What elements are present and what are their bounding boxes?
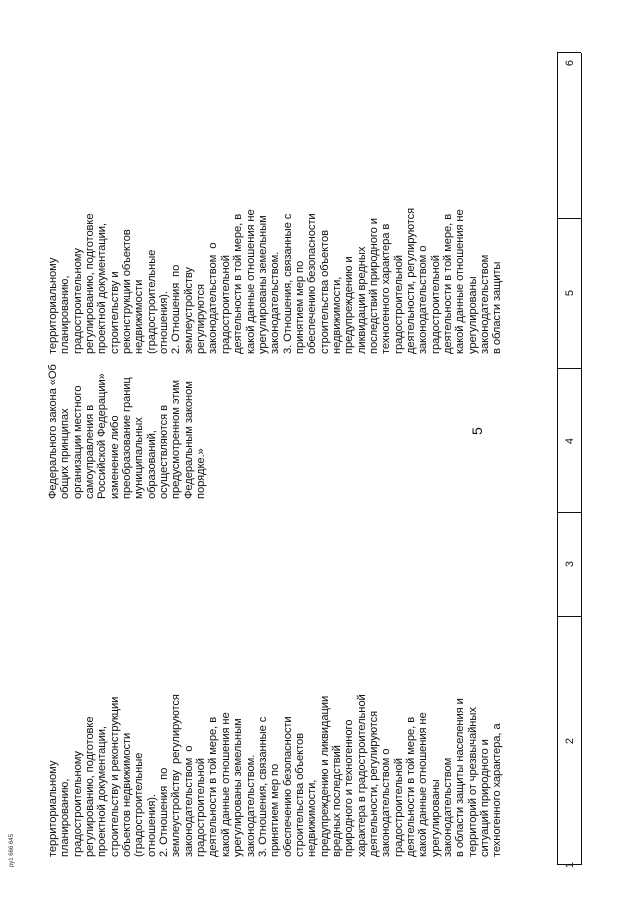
text-line: реконструкции объектов (121, 229, 134, 354)
text-line: техногенного характера в (380, 223, 393, 354)
text-line: предупреждению и ликвидации (318, 695, 331, 857)
text-line: объектов недвижимости (121, 732, 134, 857)
text-line: урегулированы (466, 276, 479, 354)
text-line: какой данные отношения не (244, 209, 257, 354)
text-line: 3. Отношения, связанные с (256, 716, 269, 857)
text-line: законодательством. (269, 251, 282, 354)
text-line: урегулированы (429, 779, 442, 857)
text-line: в области защиты населения и (454, 698, 467, 857)
text-line: 3. Отношения, связанные с (281, 213, 294, 354)
text-line: градостроительной (195, 758, 208, 857)
text-line: муниципальных (133, 417, 146, 499)
text-line: законодательством о (380, 748, 393, 857)
text-line: отношения). (158, 291, 171, 354)
text-line: самоуправления в (84, 404, 97, 499)
col-divider-4 (557, 368, 581, 369)
text-line: какой данные отношения не (454, 209, 467, 354)
page-number: 5 (469, 427, 485, 435)
text-line: проектной документации, (96, 223, 109, 354)
text-line: природного и техногенного (343, 719, 356, 857)
column-number-5: 5 (564, 289, 576, 297)
text-line: какой данные отношения не (219, 712, 232, 857)
text-line: строительства объектов (318, 230, 331, 354)
text-line: ситуаций природного и (479, 739, 492, 857)
text-line: законодательством. (244, 754, 257, 857)
text-line: законодательством о (417, 245, 430, 354)
text-line: Федеральным законом (182, 381, 195, 499)
text-line: регулируются (195, 284, 208, 354)
text-line: предупреждению и (343, 256, 356, 354)
column-number-2: 2 (564, 737, 576, 745)
text-line: недвижимости, (306, 779, 319, 857)
text-line: градостроительной (219, 255, 232, 354)
text-line: регулированию, подготовке (84, 213, 97, 354)
text-line: землеустройству (182, 267, 195, 354)
text-line: деятельности, регулируются (404, 207, 417, 354)
col-divider-5 (557, 218, 581, 219)
text-line: деятельности в той мере, в (404, 716, 417, 857)
text-line: 2. Отношения по (158, 767, 171, 857)
text-line: законодательством (479, 254, 492, 354)
text-line: порядке.» (195, 448, 208, 499)
text-line: планированию, (59, 275, 72, 354)
text-line: деятельности в той мере, в (207, 716, 220, 857)
col-divider-2 (557, 616, 581, 617)
text-line: градостроительному (71, 248, 84, 354)
text-line: градостроительной (392, 758, 405, 857)
header-bottom-rule (581, 53, 582, 865)
text-line: землеустройству регулируются (170, 694, 183, 857)
text-line: обеспечению безопасности (281, 716, 294, 857)
column-2-text (47, 694, 504, 857)
text-line: техногенного характера, а (491, 723, 504, 857)
text-line: планированию, (59, 778, 72, 857)
text-line: образований, (145, 430, 158, 499)
text-line: последствий природного и (367, 218, 380, 354)
text-line: принятием мер по (293, 260, 306, 354)
text-line: Федерального закона «Об (47, 364, 59, 499)
text-line: характера в градостроительной (355, 694, 368, 857)
rotated-page (9, 35, 596, 875)
column-4-text (47, 364, 207, 499)
text-line: строительству и реконструкции (108, 696, 121, 857)
text-line: деятельности, регулируются (367, 710, 380, 857)
text-line: законодательством о (182, 745, 195, 857)
text-line: ликвидации вредных (355, 246, 368, 354)
text-line: деятельности в той мере, в (232, 213, 245, 354)
text-line: общих принципах (59, 408, 72, 499)
print-mark: ру1 666 645 (9, 834, 15, 867)
text-line: принятием мер по (269, 763, 282, 857)
text-line: строительству и (108, 271, 121, 354)
text-line: территорий от чрезвычайных (466, 707, 479, 857)
text-line: законодательством (442, 757, 454, 857)
text-line: Российской Федерации» (96, 373, 109, 499)
column-number-3: 3 (564, 560, 576, 568)
col-divider-3 (557, 512, 581, 513)
text-line: какой данные отношения не (417, 712, 430, 857)
text-line: недвижимости, (330, 276, 343, 354)
text-line: 2. Отношения по (170, 264, 183, 354)
text-line: регулированию, подготовке (84, 716, 97, 857)
text-line: организации местного (71, 385, 84, 499)
text-line: (градостроительные (133, 752, 146, 857)
text-line: (градостроительные (145, 249, 158, 354)
column-number-1: 1 (564, 861, 576, 869)
text-line: обеспечению безопасности (306, 213, 319, 354)
column-number-6: 6 (564, 59, 576, 67)
text-line: деятельности в той мере, в (442, 213, 454, 354)
column-number-4: 4 (564, 437, 576, 445)
text-line: территориальному (47, 760, 59, 857)
text-line: изменение либо (108, 415, 121, 499)
text-line: строительства объектов (293, 733, 306, 857)
column-5-text (47, 208, 504, 354)
text-line: в области защиты (491, 261, 504, 354)
table-top-rule (557, 53, 558, 865)
text-line: предусмотренном этим (170, 380, 183, 499)
text-line: урегулированы земельным (256, 215, 269, 354)
text-line: осуществляются в (158, 405, 171, 499)
text-line: градостроительной (429, 255, 442, 354)
text-line: градостроительному (71, 751, 84, 857)
text-line: градостроительной (392, 255, 405, 354)
text-line: законодательством о (207, 242, 220, 354)
text-line: территориальному (47, 257, 59, 354)
text-line: преобразование границ (121, 377, 134, 499)
text-line: отношения). (145, 794, 158, 857)
text-line: урегулированы земельным (232, 718, 245, 857)
text-line: недвижимости (133, 279, 146, 354)
text-line: вредных последствий (330, 745, 343, 857)
text-line: проектной документации, (96, 726, 109, 857)
